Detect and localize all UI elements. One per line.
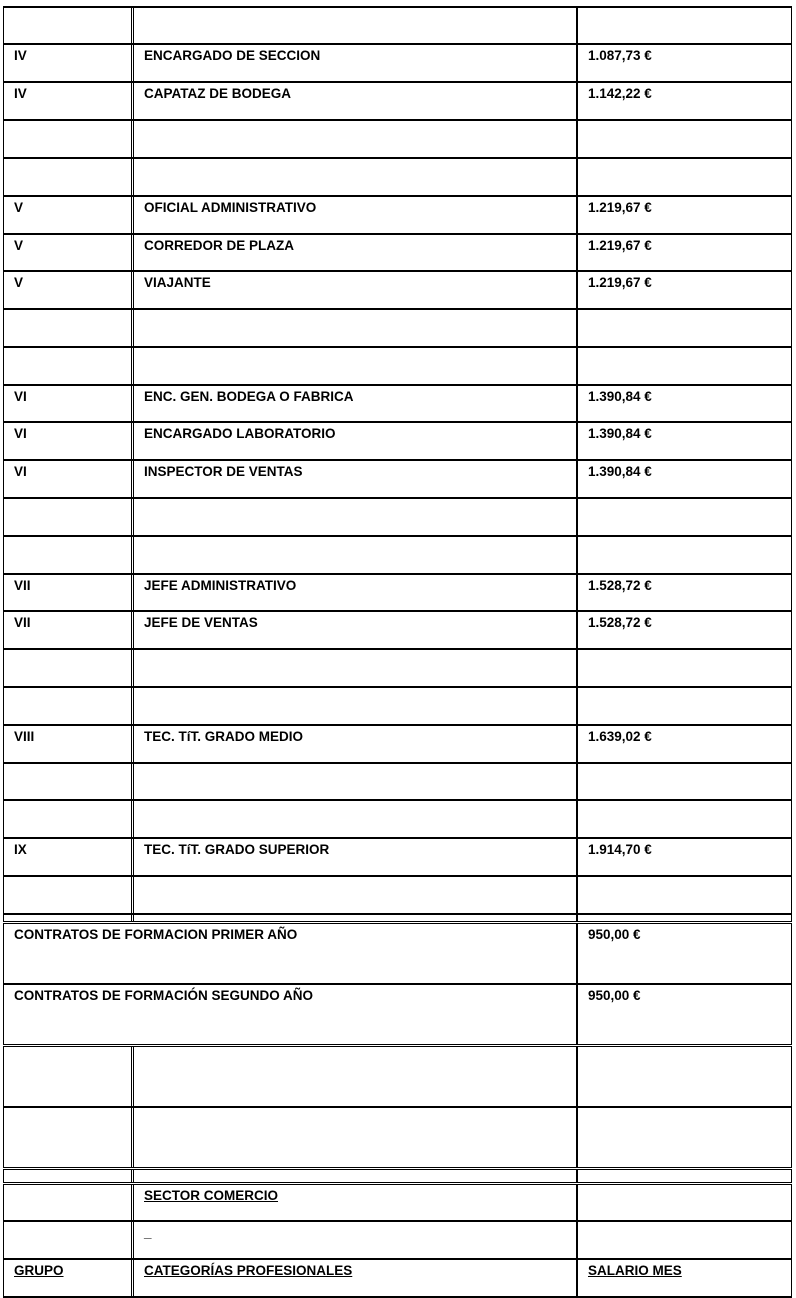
table-row bbox=[3, 837, 792, 875]
grupo-cell: VI bbox=[3, 423, 131, 459]
categoria-cell bbox=[131, 1108, 576, 1167]
salario-cell: 1.219,67 € bbox=[576, 197, 792, 233]
table-row bbox=[3, 1106, 792, 1167]
table-row bbox=[3, 308, 792, 346]
categoria-cell: ENCARGADO LABORATORIO bbox=[131, 423, 576, 459]
table-row bbox=[3, 1258, 792, 1296]
grupo-cell bbox=[3, 499, 131, 535]
grupo-cell: IV bbox=[3, 45, 131, 81]
salario-cell: 1.142,22 € bbox=[576, 83, 792, 119]
categoria-cell: JEFE DE VENTAS bbox=[131, 612, 576, 648]
salario-cell: 950,00 € bbox=[576, 985, 792, 1044]
table-row bbox=[3, 43, 792, 81]
salario-cell bbox=[576, 1108, 792, 1167]
categoria-cell bbox=[131, 8, 576, 43]
table-row bbox=[3, 921, 792, 983]
grupo-cell bbox=[3, 348, 131, 384]
table-row bbox=[3, 119, 792, 157]
categoria-cell bbox=[131, 348, 576, 384]
grupo-cell bbox=[3, 1185, 131, 1220]
categoria-cell bbox=[131, 310, 576, 346]
table-row bbox=[3, 983, 792, 1044]
table-row bbox=[3, 270, 792, 308]
salario-cell: 1.528,72 € bbox=[576, 575, 792, 610]
contract-type-cell: CONTRATOS DE FORMACIÓN SEGUNDO AÑO bbox=[3, 985, 576, 1044]
categoria-cell: _ bbox=[131, 1222, 576, 1258]
grupo-cell: VI bbox=[3, 386, 131, 421]
grupo-cell bbox=[3, 310, 131, 346]
table-row bbox=[3, 686, 792, 724]
salario-cell: 1.390,84 € bbox=[576, 423, 792, 459]
table-row bbox=[3, 762, 792, 799]
salario-cell: 1.390,84 € bbox=[576, 386, 792, 421]
categoria-cell: CATEGORÍAS PROFESIONALES bbox=[131, 1260, 576, 1296]
salario-cell: 1.087,73 € bbox=[576, 45, 792, 81]
categoria-cell: ENC. GEN. BODEGA O FABRICA bbox=[131, 386, 576, 421]
categoria-cell bbox=[131, 1170, 576, 1182]
categoria-cell: CORREDOR DE PLAZA bbox=[131, 235, 576, 270]
categoria-cell bbox=[131, 121, 576, 157]
salario-cell bbox=[576, 764, 792, 799]
grupo-cell bbox=[3, 764, 131, 799]
grupo-cell bbox=[3, 8, 131, 43]
categoria-cell: OFICIAL ADMINISTRATIVO bbox=[131, 197, 576, 233]
grupo-cell: V bbox=[3, 197, 131, 233]
salario-cell bbox=[576, 650, 792, 686]
categoria-cell bbox=[131, 801, 576, 837]
table-row bbox=[3, 724, 792, 762]
salario-cell bbox=[576, 688, 792, 724]
salario-cell bbox=[576, 310, 792, 346]
grupo-cell bbox=[3, 877, 131, 913]
categoria-cell: INSPECTOR DE VENTAS bbox=[131, 461, 576, 497]
grupo-cell bbox=[3, 1108, 131, 1167]
salario-cell: 950,00 € bbox=[576, 924, 792, 983]
table-row bbox=[3, 421, 792, 459]
table-row bbox=[3, 535, 792, 573]
categoria-cell bbox=[131, 877, 576, 913]
table-row bbox=[3, 81, 792, 119]
grupo-cell: V bbox=[3, 272, 131, 308]
table-row bbox=[3, 799, 792, 837]
categoria-cell bbox=[131, 499, 576, 535]
grupo-cell bbox=[3, 537, 131, 573]
table-row bbox=[3, 1044, 792, 1106]
table-row bbox=[3, 384, 792, 421]
salario-cell bbox=[576, 877, 792, 913]
categoria-cell: JEFE ADMINISTRATIVO bbox=[131, 575, 576, 610]
categoria-cell bbox=[131, 159, 576, 195]
salario-cell bbox=[576, 537, 792, 573]
categoria-cell bbox=[131, 537, 576, 573]
categoria-cell: CAPATAZ DE BODEGA bbox=[131, 83, 576, 119]
salario-cell bbox=[576, 121, 792, 157]
table-row bbox=[3, 1182, 792, 1220]
categoria-cell bbox=[131, 650, 576, 686]
categoria-cell: VIAJANTE bbox=[131, 272, 576, 308]
salario-cell: 1.528,72 € bbox=[576, 612, 792, 648]
table-row bbox=[3, 459, 792, 497]
salario-cell bbox=[576, 8, 792, 43]
salario-cell bbox=[576, 348, 792, 384]
table-row bbox=[3, 573, 792, 610]
table-row bbox=[3, 6, 792, 43]
salario-cell bbox=[576, 499, 792, 535]
salario-cell: 1.219,67 € bbox=[576, 272, 792, 308]
categoria-cell: TEC. TíT. GRADO MEDIO bbox=[131, 726, 576, 762]
salario-cell: 1.219,67 € bbox=[576, 235, 792, 270]
grupo-cell: IV bbox=[3, 83, 131, 119]
grupo-cell: IX bbox=[3, 839, 131, 875]
table-row bbox=[3, 610, 792, 648]
grupo-cell bbox=[3, 688, 131, 724]
categoria-cell bbox=[131, 764, 576, 799]
categoria-cell: ENCARGADO DE SECCION bbox=[131, 45, 576, 81]
salario-cell bbox=[576, 1047, 792, 1106]
grupo-cell: VI bbox=[3, 461, 131, 497]
grupo-cell bbox=[3, 121, 131, 157]
table-row bbox=[3, 1220, 792, 1258]
salario-cell: SALARIO MES bbox=[576, 1260, 792, 1296]
grupo-cell bbox=[3, 801, 131, 837]
grupo-cell: VIII bbox=[3, 726, 131, 762]
salario-cell: 1.390,84 € bbox=[576, 461, 792, 497]
categoria-cell: TEC. TíT. GRADO SUPERIOR bbox=[131, 839, 576, 875]
salario-cell bbox=[576, 1185, 792, 1220]
table-row bbox=[3, 875, 792, 913]
table-row bbox=[3, 346, 792, 384]
contract-type-cell: CONTRATOS DE FORMACION PRIMER AÑO bbox=[3, 924, 576, 983]
grupo-cell bbox=[3, 1170, 131, 1182]
table-row bbox=[3, 648, 792, 686]
grupo-cell: VII bbox=[3, 612, 131, 648]
grupo-cell: V bbox=[3, 235, 131, 270]
table-row bbox=[3, 157, 792, 195]
table-row bbox=[3, 497, 792, 535]
salario-cell bbox=[576, 1222, 792, 1258]
categoria-cell: SECTOR COMERCIO bbox=[131, 1185, 576, 1220]
table-row bbox=[3, 233, 792, 270]
grupo-cell bbox=[3, 650, 131, 686]
salario-cell: 1.639,02 € bbox=[576, 726, 792, 762]
categoria-cell bbox=[131, 1047, 576, 1106]
grupo-cell: VII bbox=[3, 575, 131, 610]
salario-cell: 1.914,70 € bbox=[576, 839, 792, 875]
table-row bbox=[3, 913, 792, 921]
salario-cell bbox=[576, 801, 792, 837]
table-row bbox=[3, 1167, 792, 1182]
grupo-cell: GRUPO bbox=[3, 1260, 131, 1296]
grupo-cell bbox=[3, 159, 131, 195]
salario-cell bbox=[576, 1170, 792, 1182]
salario-cell bbox=[576, 159, 792, 195]
grupo-cell bbox=[3, 1222, 131, 1258]
categoria-cell bbox=[131, 688, 576, 724]
table-row bbox=[3, 195, 792, 233]
grupo-cell bbox=[3, 1047, 131, 1106]
